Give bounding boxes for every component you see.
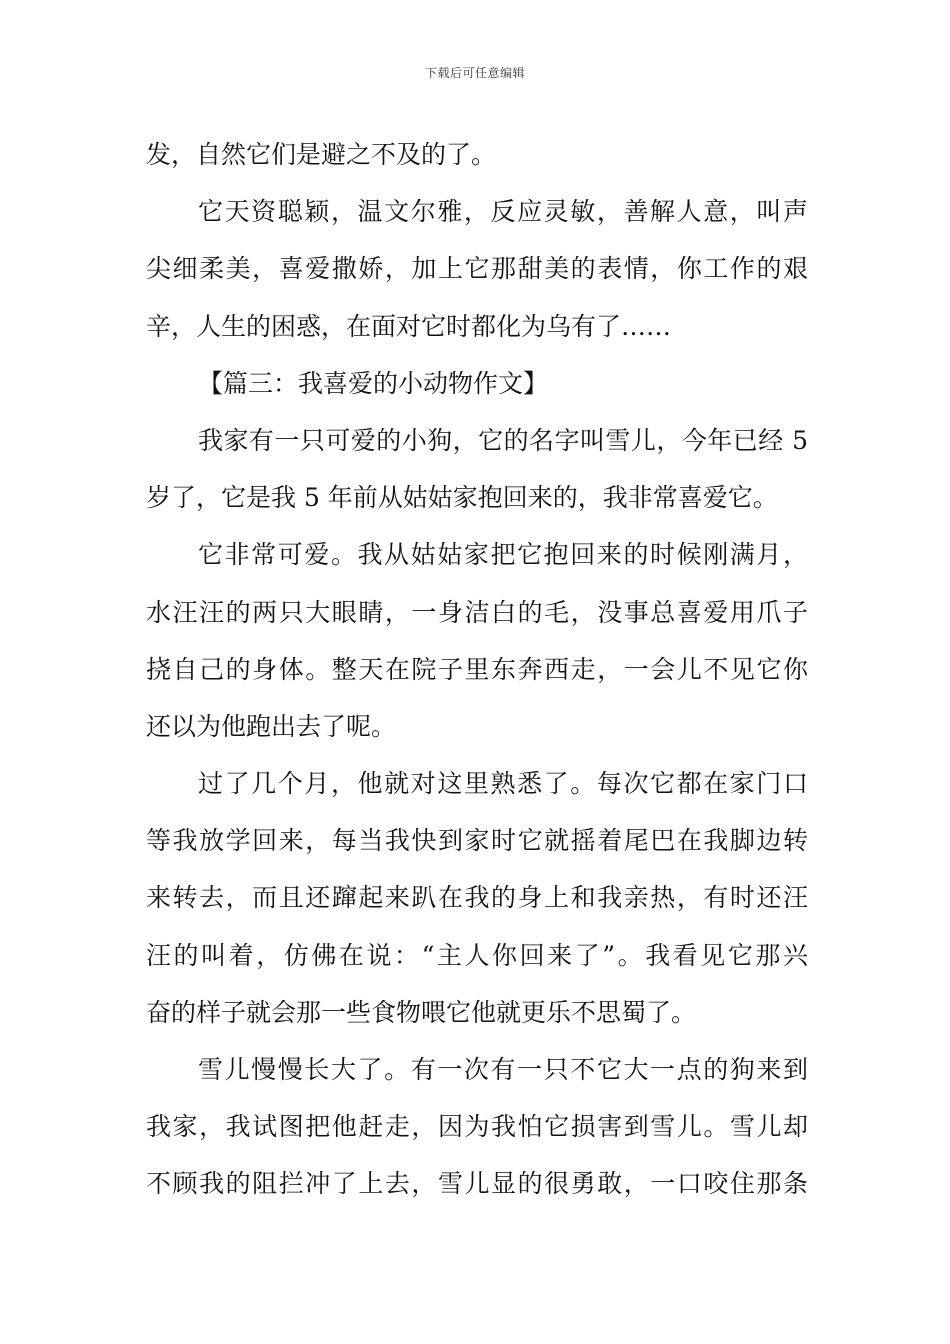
paragraph-first-line: 它天资聪颖，温文尔雅，反应灵敏，善解人意，叫声: [198, 197, 808, 227]
page-header: 下载后可任意编辑: [424, 66, 525, 80]
text-line: 奋的样子就会那一些食物喂它他就更乐不思蜀了。: [146, 997, 697, 1027]
text-line: 尖细柔美，喜爱撒娇，加上它那甜美的表情，你工作的艰: [146, 254, 808, 284]
text-line: 挠自己的身体。整天在院子里东奔西走，一会儿不见它你: [146, 654, 808, 684]
paragraph-first-line: 雪儿慢慢长大了。有一次有一只不它大一点的狗来到: [198, 1055, 808, 1084]
section-heading: 【篇三：我喜爱的小动物作文】: [198, 368, 549, 398]
text-line: 汪的叫着，仿佛在说：“主人你回来了”。我看见它那兴: [146, 940, 808, 970]
text-line: 岁了，它是我 5 年前从姑姑家抱回来的，我非常喜爱它。: [146, 483, 778, 513]
text-line: 还以为他跑出去了呢。: [146, 711, 397, 741]
document-body: [146, 126, 808, 1213]
paragraph-first-line: 我家有一只可爱的小狗，它的名字叫雪儿，今年已经 5: [198, 425, 808, 455]
text-line: 来转去，而且还蹿起来趴在我的身上和我亲热，有时还汪: [146, 883, 808, 913]
text-line: 水汪汪的两只大眼睛，一身洁白的毛，没事总喜爱用爪子: [146, 597, 808, 627]
text-line: 辛，人生的困惑，在面对它时都化为乌有了……: [146, 311, 672, 341]
text-line: 不顾我的阻拦冲了上去，雪儿显的很勇敢，一口咬住那条: [146, 1169, 808, 1199]
paragraph-first-line: 过了几个月，他就对这里熟悉了。每次它都在家门口: [198, 769, 808, 799]
paragraph-first-line: 它非常可爱。我从姑姑家把它抱回来的时候刚满月，: [198, 540, 808, 570]
text-line: 发，自然它们是避之不及的了。: [146, 140, 497, 169]
text-line: 我家，我试图把他赶走，因为我怕它损害到雪儿。雪儿却: [146, 1112, 808, 1142]
text-line: 等我放学回来，每当我快到家时它就摇着尾巴在我脚边转: [146, 826, 808, 856]
